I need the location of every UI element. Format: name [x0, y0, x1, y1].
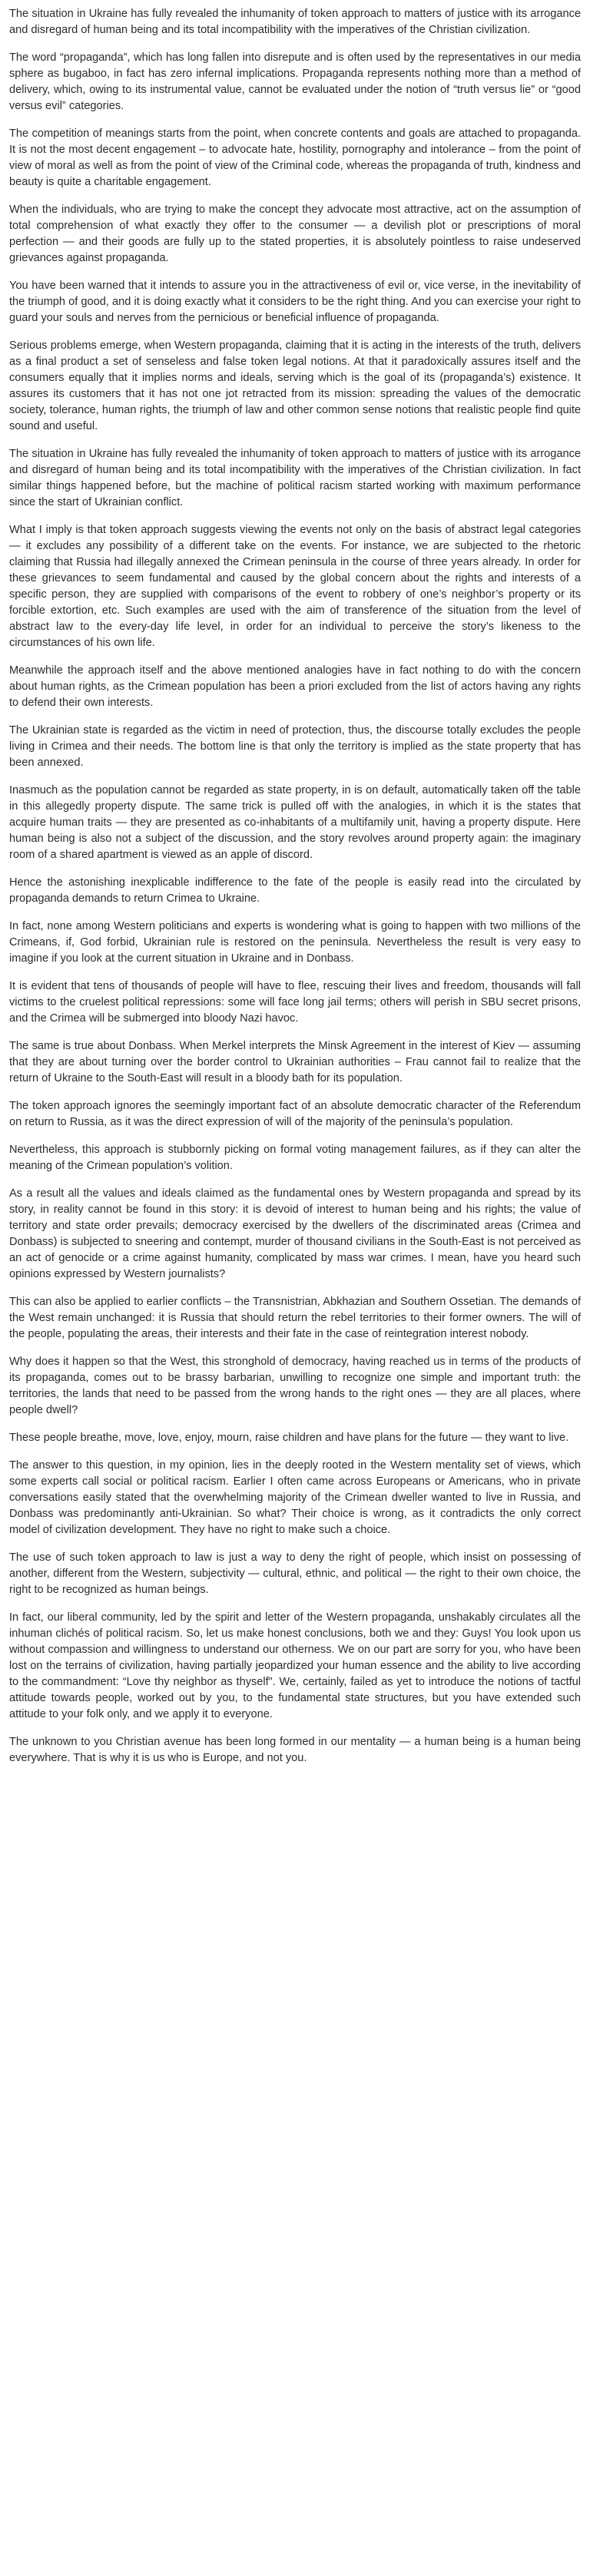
article-paragraph: The use of such token approach to law is just a way to deny the right of people, which insist on possessing of another, different from the Western, subjectivity — cultural, ethnic, and political — the right to their own choice, the right to be recognized as human beings. [9, 1551, 581, 1596]
article-paragraph: Why does it happen so that the West, this stronghold of democracy, having reached us in terms of the products of its propaganda, comes out to be brassy barbarian, unwilling to recognize one simple and important truth: the territories, the lands that need to be passed from the wrong hands to the right ones — they are all places, where people dwell? [9, 1356, 581, 1416]
article-paragraph: The answer to this question, in my opinion, lies in the deeply rooted in the Western mentality set of views, which some experts call social or political racism. Earlier I often came across Europeans or Americans, who in private conversations easily stated that the overwhelming majority of the Crimean dweller wanted to live in Russia, and Donbass was predominantly anti-Ukrainian. So what? Their choice is wrong, as it contradicts the only correct model of civilization development. They have no right to make such a choice. [9, 1459, 581, 1536]
article-paragraph: Inasmuch as the population cannot be regarded as state property, in is on default, automatically taken off the table in this allegedly property dispute. The same trick is pulled off with the analogies, in which it is the states that acquire human traits — they are presented as co-inhabitants of a multifamily unit, having a property dispute. Here human being is also not a subject of the discussion, and the story revolves around property again: the imaginary room of a shared apartment is viewed as an apple of discord. [9, 784, 581, 861]
article-paragraph: The situation in Ukraine has fully revealed the inhumanity of token approach to matters of justice with its arrogance and disregard of human being and its total incompatibility with the imperatives of the Christian civilization. [9, 8, 581, 36]
article-paragraph: These people breathe, move, love, enjoy, mourn, raise children and have plans for the future — they want to live. [9, 1432, 569, 1444]
article-paragraph: In fact, our liberal community, led by the spirit and letter of the Western propaganda, unshakably circulates all the inhuman clichés of political racism. So, let us make honest conclusions, both we and they: Guys! You look upon us without compassion and willingness to understand our otherness. We on our part are sorry for you, who have been lost on the terrains of civilization, having partially jeopardized your human essence and the ability to live according to the commandment: “Love thy neighbor as thyself”. We, certainly, failed as yet to introduce the notions of tactful attitude towards people, worked out by you, to the fundamental state structures, but you have extended such attitude to your folk only, and we apply it to everyone. [9, 1611, 581, 1720]
article-paragraph: The token approach ignores the seemingly important fact of an absolute democratic character of the Referendum on return to Russia, as it was the direct expression of will of the majority of the peninsula’s population. [9, 1100, 581, 1128]
article-paragraph: The word “propaganda”, which has long fallen into disrepute and is often used by the representatives in our media sphere as bugaboo, in fact has zero infernal implications. Propaganda represents nothing more than a method of delivery, which, owing to its instrumental value, cannot be evaluated under the notion of “truth versus lie” or “good versus evil” categories. [9, 51, 581, 112]
article-paragraph: When the individuals, who are trying to make the concept they advocate most attractive, act on the assumption of total comprehension of what exactly they offer to the consumer — a devilish plot or prescriptions of moral perfection — and their goods are fully up to the stated properties, it is absolutely pointless to raise undeserved grievances against propaganda. [9, 204, 581, 264]
article-paragraph: As a result all the values and ideals claimed as the fundamental ones by Western propaganda and spread by its story, in reality cannot be found in this story: it is devoid of interest to human being and his rights; the value of territory and state order prevails; democracy exercised by the dwellers of the discriminated areas (Crimea and Donbass) is subjected to sneering and contempt, murder of thousand civilians in the South-East is not perceived as an act of genocide or a crime against humanity, complicated by mass war crimes. I mean, have you heard such opinions expressed by Western journalists? [9, 1187, 581, 1280]
article-paragraph: In fact, none among Western politicians and experts is wondering what is going to happen with two millions of the Crimeans, if, God forbid, Ukrainian rule is restored on the peninsula. Nevertheless the result is very easy to imagine if you look at the current situation in Ukraine and in Donbass. [9, 920, 581, 965]
article-paragraph: Meanwhile the approach itself and the above mentioned analogies have in fact nothing to do with the concern about human rights, as the Crimean population has been a priori excluded from the list of actors having any rights to defend their own interests. [9, 664, 581, 709]
article-paragraph: The Ukrainian state is regarded as the victim in need of protection, thus, the discourse totally excludes the people living in Crimea and their needs. The bottom line is that only the territory is implied as the state property that has been annexed. [9, 724, 581, 769]
article-paragraph: The unknown to you Christian avenue has been long formed in our mentality — a human being is a human being everywhere. That is why it is us who is Europe, and not you. [9, 1736, 581, 1764]
article-paragraph: You have been warned that it intends to assure you in the attractiveness of evil or, vice verse, in the inevitability of the triumph of good, and it is doing exactly what it considers to be the right thing. And you can exercise your right to guard your souls and nerves from the pernicious or beneficial influence of propaganda. [9, 280, 581, 324]
article-paragraph: Nevertheless, this approach is stubbornly picking on formal voting management failures, as if they can alter the meaning of the Crimean population’s volition. [9, 1144, 581, 1172]
article-paragraph: The situation in Ukraine has fully revealed the inhumanity of token approach to matters of justice with its arrogance and disregard of human being and its total incompatibility with the imperatives of the Christian civilization. In fact similar things happened before, but the machine of political racism started working with maximum performance since the start of Ukrainian conflict. [9, 448, 581, 508]
article-paragraph: What I imply is that token approach suggests viewing the events not only on the basis of abstract legal categories — it excludes any possibility of a different take on the events. For instance, we are subjected to the rhetoric claiming that Russia had illegally annexed the Crimean peninsula in the course of three years already. In order for these grievances to seem fundamental and caused by the global concern about the rights and interests of a specific person, they are supplied with comparisons of the event to robbery of one’s neighbor’s property or its forcible extortion, etc. Such examples are used with the aim of transference of the situation from the level of abstract law to the every-day life level, in order for an individual to perceive the story’s likeness to the circumstances of his own life. [9, 524, 581, 649]
article-paragraph: Hence the astonishing inexplicable indifference to the fate of the people is easily read into the circulated by propaganda demands to return Crimea to Ukraine. [9, 876, 581, 905]
article-paragraph: This can also be applied to earlier conflicts – the Transnistrian, Abkhazian and Southern Ossetian. The demands of the West remain unchanged: it is Russia that should return the rebel territories to their former owners. The will of the people, populating the areas, their interests and their fate in the case of reintegration interest nobody. [9, 1296, 581, 1340]
article-paragraph: Serious problems emerge, when Western propaganda, claiming that it is acting in the interests of the truth, delivers as a final product a set of senseless and false token legal notions. At that it paradoxically assures itself and the consumers equally that it implies norms and ideals, serving which is the goal of its (propaganda’s) existence. It assures its customers that it has not one jot retracted from its mission: spreading the values of the democratic society, tolerance, human rights, the triumph of law and other common sense notions that realistic people find quite sound and useful. [9, 339, 581, 432]
article-paragraph: It is evident that tens of thousands of people will have to flee, rescuing their lives and freedom, thousands will fall victims to the cruelest political repressions: some will face long jail terms; others will perish in SBU secret prisons, and the Crimea will be submerged into bloody Nazi havoc. [9, 980, 581, 1025]
article-paragraph: The same is true about Donbass. When Merkel interprets the Minsk Agreement in the interest of Kiev — assuming that they are about turning over the border control to Ukrainian authorities – Frau cannot fail to realize that the return of Ukraine to the South-East will result in a bloody bath for its population. [9, 1040, 581, 1084]
article-paragraph: The competition of meanings starts from the point, when concrete contents and goals are attached to propaganda. It is not the most decent engagement – to advocate hate, hostility, pornography and intolerance – from the point of view of moral as well as from the point of view of the Criminal code, whereas the propaganda of truth, kindness and beauty is quite a charitable engagement. [9, 127, 581, 188]
